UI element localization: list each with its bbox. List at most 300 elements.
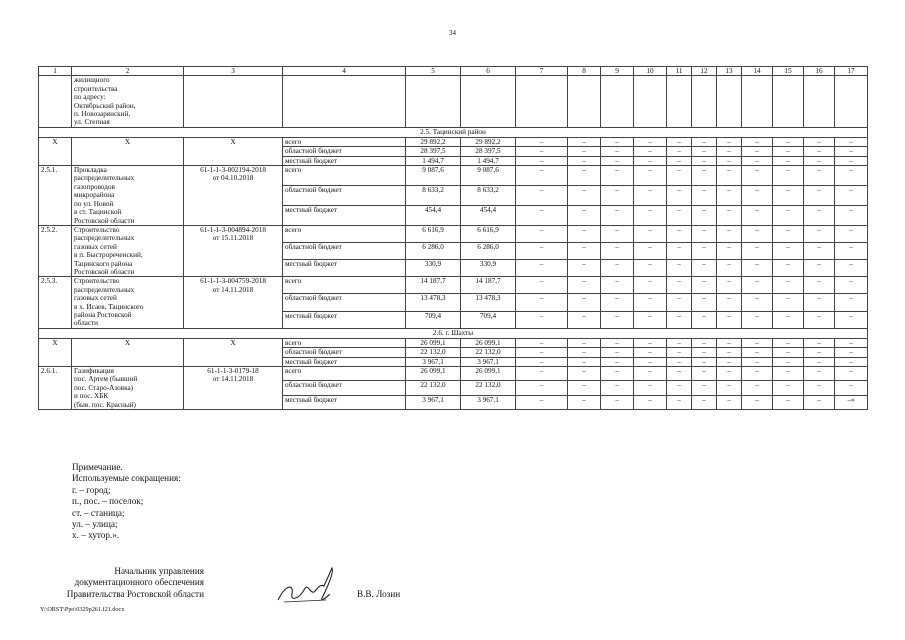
value-dash: – [742,225,773,242]
value-dash: – [634,357,667,366]
value-dash: – [742,166,773,186]
value-dash: – [601,277,634,294]
value-dash: – [516,260,568,277]
value-dash: – [601,348,634,357]
column-number: 1 [39,67,72,76]
value-dash: – [634,166,667,186]
section-row [39,328,868,338]
value-dash: – [568,243,601,260]
carryover-row [39,76,868,127]
value-dash: – [804,137,835,146]
registry-number: 61-1-1-3-004894-2018 от 15.11.2018 [184,225,283,276]
section-title: 2.5. Тацинский район [39,127,868,137]
value-dash: – [835,137,868,146]
value-dash: – [568,137,601,146]
table-body [39,67,868,410]
value-dash: – [667,311,692,328]
value-dash: – [804,277,835,294]
value-dash: – [773,156,804,165]
value-dash: – [568,205,601,225]
empty-cell [461,76,516,127]
value-dash: – [835,311,868,328]
value-dash: – [804,260,835,277]
empty-cell [742,76,773,127]
value-total: 29 892,2 [406,137,461,146]
value-year: 454,4 [461,205,516,225]
value-dash: – [804,367,835,381]
value-dash: – [804,294,835,311]
value-dash: – [804,395,835,409]
value-dash: – [601,225,634,242]
value-dash: – [568,147,601,156]
empty-cell [692,76,717,127]
value-year: 22 132,0 [461,381,516,395]
value-dash: – [835,205,868,225]
value-year: 6 616,9 [461,225,516,242]
value-dash: – [692,357,717,366]
value-dash: – [692,186,717,206]
value-dash: – [601,367,634,381]
value-total: 454,4 [406,205,461,225]
funding-source: местный бюджет [283,205,406,225]
value-dash: – [516,348,568,357]
object-name: Х [72,338,184,366]
value-dash: – [835,381,868,395]
value-total: 13 478,3 [406,294,461,311]
value-dash: – [634,186,667,206]
value-dash: – [773,186,804,206]
value-dash: – [835,348,868,357]
value-dash: – [634,147,667,156]
column-number: 8 [568,67,601,76]
value-dash: – [804,186,835,206]
value-total: 26 099,1 [406,338,461,347]
value-dash: – [516,338,568,347]
value-dash: – [634,137,667,146]
value-dash: – [516,243,568,260]
value-dash: – [692,137,717,146]
note-block [72,462,181,542]
value-dash: – [601,156,634,165]
value-dash: – [742,156,773,165]
value-dash: – [601,147,634,156]
funding-source: областной бюджет [283,186,406,206]
item-number: 2.5.3. [39,277,72,328]
item-number: 2.6.1. [39,367,72,410]
value-dash: – [634,367,667,381]
value-dash: – [568,225,601,242]
value-dash: – [568,395,601,409]
value-dash: – [516,166,568,186]
value-dash: – [667,166,692,186]
empty-cell [634,76,667,127]
value-dash: – [742,338,773,347]
value-dash: – [717,348,742,357]
value-dash: – [773,311,804,328]
handwritten-signature [274,564,354,608]
value-dash: – [601,294,634,311]
value-dash: – [717,381,742,395]
column-number: 14 [742,67,773,76]
column-number: 7 [516,67,568,76]
page-number: 34 [449,29,456,37]
value-dash: – [634,395,667,409]
cell-number [39,76,72,127]
value-year: 1 494,7 [461,156,516,165]
value-dash: – [516,294,568,311]
value-dash: – [835,338,868,347]
value-dash: – [773,357,804,366]
value-year: 6 286,0 [461,243,516,260]
empty-cell [773,76,804,127]
column-number: 2 [72,67,184,76]
value-dash: – [717,311,742,328]
value-dash: – [667,357,692,366]
value-dash: – [516,311,568,328]
funding-source: всего [283,137,406,146]
value-dash: – [692,156,717,165]
value-dash: – [516,186,568,206]
column-number: 16 [804,67,835,76]
value-dash: – [667,381,692,395]
value-dash: – [601,260,634,277]
empty-cell [667,76,692,127]
value-dash: – [667,205,692,225]
value-dash: – [601,137,634,146]
funding-source: областной бюджет [283,147,406,156]
column-number: 4 [283,67,406,76]
value-dash: – [692,381,717,395]
column-number: 10 [634,67,667,76]
value-dash: – [804,225,835,242]
signer-position [54,566,204,600]
item-number: Х [39,137,72,165]
registry-number: 61-1-1-3-0179-18 от 14.11.2018 [184,367,283,410]
value-dash: – [773,395,804,409]
value-dash: – [742,186,773,206]
column-number: 11 [667,67,692,76]
value-dash: – [516,205,568,225]
value-dash: – [717,357,742,366]
value-dash: – [692,260,717,277]
value-dash: – [835,147,868,156]
empty-cell [184,76,283,127]
column-number: 6 [461,67,516,76]
value-dash: – [667,367,692,381]
value-dash: – [742,294,773,311]
value-year: 3 967,1 [461,357,516,366]
value-dash: – [717,294,742,311]
value-total: 22 132,0 [406,348,461,357]
value-dash: – [742,381,773,395]
value-dash: – [516,277,568,294]
value-dash: – [742,357,773,366]
value-dash: – [568,277,601,294]
value-dash: – [634,311,667,328]
value-dash: – [773,166,804,186]
value-dash: – [717,156,742,165]
value-dash: – [804,147,835,156]
value-dash: – [692,225,717,242]
value-dash: – [742,147,773,156]
value-dash: – [742,395,773,409]
empty-cell [283,76,406,127]
value-dash: – [692,166,717,186]
summary-row [39,338,868,347]
value-dash: – [835,294,868,311]
value-dash: – [835,166,868,186]
funding-source: всего [283,225,406,242]
value-dash: – [601,166,634,186]
value-dash: – [742,260,773,277]
signer-position-line: Начальник управления [114,566,204,576]
note-item: п., пос. – поселок; [72,496,144,507]
item-number: 2.5.2. [39,225,72,276]
value-dash: – [804,357,835,366]
value-dash: – [634,156,667,165]
value-dash: – [773,277,804,294]
value-dash: – [717,277,742,294]
value-total: 3 967,1 [406,395,461,409]
value-dash: – [742,311,773,328]
value-year: 26 099,1 [461,367,516,381]
value-dash: – [773,205,804,225]
item-number: 2.5.1. [39,166,72,226]
value-dash: – [804,381,835,395]
value-dash: – [692,338,717,347]
value-dash: – [804,205,835,225]
value-dash: – [692,311,717,328]
value-dash: – [773,137,804,146]
item-row [39,166,868,186]
item-row [39,277,868,294]
value-dash: – [835,156,868,165]
value-total: 8 633,2 [406,186,461,206]
value-total: 9 087,6 [406,166,461,186]
value-dash: – [717,166,742,186]
value-dash: – [773,367,804,381]
value-total: 6 616,9 [406,225,461,242]
note-item: ст. – станица; [72,507,125,518]
object-name: жилищного строительства по адресу: Октябрьский район, п. Новозарянский, ул. Степная [72,76,184,127]
value-dash: – [717,205,742,225]
value-year: 9 087,6 [461,166,516,186]
funding-source: местный бюджет [283,156,406,165]
value-year: 22 132,0 [461,348,516,357]
value-dash: – [516,225,568,242]
value-dash: – [717,225,742,242]
budget-table [38,66,868,410]
value-total: 26 099,1 [406,367,461,381]
value-dash: – [692,205,717,225]
value-dash: – [568,186,601,206]
empty-cell [516,76,568,127]
value-dash: – [568,294,601,311]
value-dash: – [717,147,742,156]
value-dash: – [835,357,868,366]
value-year: 330,9 [461,260,516,277]
empty-cell [835,76,868,127]
note-item: х. – хутор.». [72,530,120,541]
value-dash: – [692,277,717,294]
value-dash: – [601,311,634,328]
value-dash: – [804,311,835,328]
value-dash: – [692,294,717,311]
value-dash: – [773,348,804,357]
column-number: 9 [601,67,634,76]
value-dash: – [835,186,868,206]
value-year: 8 633,2 [461,186,516,206]
value-dash: – [804,338,835,347]
value-dash: – [516,381,568,395]
value-dash: – [667,225,692,242]
value-dash: – [634,243,667,260]
registry-number: 61-1-1-3-002194-2018 от 04.10.2018 [184,166,283,226]
value-total: 28 397,5 [406,147,461,156]
value-dash: – [667,277,692,294]
registry-number: Х [184,338,283,366]
empty-cell [717,76,742,127]
note-intro: Используемые сокращения: [72,473,181,484]
value-dash: – [568,338,601,347]
value-dash: – [568,348,601,357]
value-dash: – [717,367,742,381]
note-title: Примечание. [72,462,123,472]
value-dash: – [773,294,804,311]
value-total: 3 967,1 [406,357,461,366]
funding-source: всего [283,338,406,347]
value-dash: – [516,357,568,366]
value-dash: – [568,156,601,165]
value-year: 26 099,1 [461,338,516,347]
note-item: ул. – улица; [72,519,118,530]
funding-source: местный бюджет [283,260,406,277]
value-dash: – [601,395,634,409]
summary-row [39,137,868,146]
value-dash: – [601,381,634,395]
column-number: 13 [717,67,742,76]
value-dash: – [516,395,568,409]
value-dash: – [667,147,692,156]
value-dash: – [601,186,634,206]
value-dash: – [667,294,692,311]
column-number: 17 [835,67,868,76]
value-dash: – [742,367,773,381]
value-dash: – [692,367,717,381]
funding-source: местный бюджет [283,311,406,328]
value-dash: – [634,381,667,395]
object-name: Прокладка распределительных газопроводов микрорайона по ул. Новой в ст. Тацинской Ростовской области [72,166,184,226]
value-dash: – [568,260,601,277]
value-dash: – [667,348,692,357]
value-dash: – [835,277,868,294]
value-dash: – [742,348,773,357]
value-total: 6 286,0 [406,243,461,260]
value-dash: – [568,166,601,186]
value-dash: – [634,277,667,294]
object-name: Газификация пос. Артем (бывший пос. Старо-Азовка) и пос. ХБК (быв. пос. Красный) [72,367,184,410]
value-dash: – [773,147,804,156]
value-dash: – [634,294,667,311]
value-dash: – [667,137,692,146]
value-dash: – [568,367,601,381]
value-dash: – [835,260,868,277]
value-dash: – [568,311,601,328]
value-dash: – [692,395,717,409]
value-dash: – [667,260,692,277]
object-name: Х [72,137,184,165]
signer-position-line: документационного обеспечения [74,577,204,588]
column-number: 5 [406,67,461,76]
value-dash: – [773,225,804,242]
value-year: 14 187,7 [461,277,516,294]
value-total: 1 494,7 [406,156,461,165]
funding-source: всего [283,277,406,294]
value-dash: – [773,338,804,347]
column-number: 12 [692,67,717,76]
signer-name: В.В. Лозин [357,589,401,599]
value-dash: – [804,243,835,260]
value-dash: – [667,243,692,260]
registry-number: 61-1-1-3-004759-2018 от 14.11.2018 [184,277,283,328]
value-dash: – [717,338,742,347]
header-row [39,67,868,76]
funding-source: всего [283,166,406,186]
value-year: 709,4 [461,311,516,328]
value-dash: – [717,395,742,409]
registry-number: Х [184,137,283,165]
value-dash: – [634,225,667,242]
object-name: Строительство распределительных газовых сетей в п. Быстрореченский, Тацинского района Ростовской области [72,225,184,276]
empty-cell [804,76,835,127]
funding-source: областной бюджет [283,243,406,260]
value-dash: – [516,137,568,146]
value-dash: – [634,205,667,225]
value-dash: –» [835,395,868,409]
value-dash: – [634,260,667,277]
note-item: г. – город; [72,484,111,495]
value-dash: – [835,367,868,381]
funding-source: областной бюджет [283,381,406,395]
funding-source: областной бюджет [283,348,406,357]
value-dash: – [516,147,568,156]
value-dash: – [717,260,742,277]
value-total: 709,4 [406,311,461,328]
value-total: 22 132,0 [406,381,461,395]
value-dash: – [667,156,692,165]
signer-position-line: Правительства Ростовской области [66,588,204,599]
value-dash: – [804,166,835,186]
empty-cell [601,76,634,127]
section-row [39,127,868,137]
value-total: 330,9 [406,260,461,277]
value-year: 3 967,1 [461,395,516,409]
value-year: 13 478,3 [461,294,516,311]
value-dash: – [601,338,634,347]
value-dash: – [634,348,667,357]
value-dash: – [634,338,667,347]
file-path: Y:\ORST\Ppo\0329p261.f21.docx [40,606,125,613]
value-dash: – [667,186,692,206]
value-dash: – [804,348,835,357]
value-total: 14 187,7 [406,277,461,294]
value-dash: – [516,367,568,381]
funding-source: областной бюджет [283,294,406,311]
value-dash: – [717,186,742,206]
value-dash: – [692,348,717,357]
empty-cell [568,76,601,127]
value-dash: – [773,260,804,277]
